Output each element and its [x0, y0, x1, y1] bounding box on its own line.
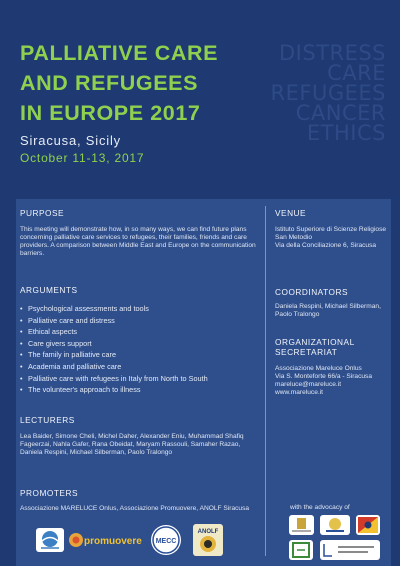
purpose-heading: PURPOSE	[20, 208, 65, 218]
promoters-text: Associazione MARELUCE Onlus, Associazione Promuovere, ANOLF Siracusa	[20, 505, 250, 512]
institution-icon	[320, 540, 380, 560]
word-cancer: CANCER	[295, 101, 386, 125]
list-item: • Academia and palliative care	[20, 361, 265, 373]
lecturers-text: Lea Baider, Simone Cheli, Michel Daher, Alexander Eniu, Muhammad Shafiq Fageerzai, Nahla Gafer, Rana Obeidat, Maryam Rassouli, Samaher Razao, Daniela Respini, Michael Silberman, Paolo Tralongo	[20, 433, 244, 456]
arguments-heading: ARGUMENTS	[20, 285, 78, 295]
list-item: • The family in palliative care	[20, 349, 265, 361]
list-item: • The volunteer's approach to illness	[20, 384, 265, 396]
word-ethics: ETHICS	[306, 121, 386, 145]
secretariat-email: mareluce@mareluce.it	[275, 381, 342, 388]
mecc-icon	[151, 525, 181, 555]
secretariat-line-1: Associazione Mareluce Onlus	[275, 365, 362, 372]
advocacy-logo-4	[289, 540, 313, 560]
secretariat-heading-line-2: SECRETARIAT	[275, 347, 338, 357]
anolf-logo-text: ANOLF	[197, 529, 219, 535]
list-item: • Ethical aspects	[20, 326, 265, 338]
word-care: CARE	[327, 61, 386, 85]
event-location: Siracusa, Sicily	[20, 133, 121, 148]
anolf-logo	[193, 524, 223, 556]
trinacria-icon	[356, 515, 380, 535]
promuovere-logo	[67, 528, 142, 554]
secretariat-text	[275, 365, 393, 397]
arguments-list	[20, 303, 265, 396]
list-item: • Palliative care and distress	[20, 315, 265, 327]
coordinators-text: Daniela Respini, Michael Silberman, Paolo Tralongo	[275, 303, 381, 318]
title-line-3: IN EUROPE 2017	[20, 101, 201, 125]
secretariat-heading-line-1: ORGANIZATIONAL	[275, 337, 355, 347]
promuovere-icon	[67, 528, 142, 554]
word-cloud	[256, 43, 386, 143]
event-date: October 11-13, 2017	[20, 151, 145, 165]
title-block	[20, 38, 290, 128]
mecc-logo	[151, 525, 181, 555]
promoters-heading: PROMOTERS	[20, 488, 78, 498]
promuovere-logo-text: promuovere	[84, 536, 142, 547]
list-item: • Care givers support	[20, 338, 265, 350]
mareluce-logo	[36, 528, 64, 552]
anolf-icon	[193, 524, 223, 556]
crest-icon	[289, 515, 314, 535]
venue-line-2: San Metodio	[275, 234, 313, 241]
list-item: • Psychological assessments and tools	[20, 303, 265, 315]
secretariat-website: www.mareluce.it	[275, 389, 324, 396]
advocacy-logo-1	[289, 515, 314, 535]
title-line-1: PALLIATIVE CARE	[20, 41, 219, 65]
word-refugees: REFUGEES	[270, 81, 386, 105]
title-line-2: AND REFUGEES	[20, 71, 199, 95]
advocacy-logo-2	[320, 515, 350, 535]
venue-text	[275, 226, 390, 250]
word-distress: DISTRESS	[278, 41, 386, 65]
venue-line-3: Via della Conciliazione 6, Siracusa	[275, 242, 377, 249]
mareluce-icon	[36, 528, 64, 552]
column-divider	[265, 206, 266, 556]
advocacy-label: with the advocacy of	[290, 504, 350, 511]
secretariat-heading	[275, 337, 355, 357]
secretariat-line-2: Via S. Monteforte 66/a - Siracusa	[275, 373, 373, 380]
purpose-text: This meeting will demonstrate how, in so many ways, we can find future plans concerning palliative care services to refugees, their families, friends and care providers. A comparison between Middle East and Europe on the communication barriers.	[20, 226, 256, 257]
advocacy-logo-5	[320, 540, 380, 560]
emblem-icon	[320, 515, 350, 535]
list-item: • Palliative care with refugees in Italy from North to South	[20, 373, 265, 385]
advocacy-logo-3	[356, 515, 380, 535]
venue-heading: VENUE	[275, 208, 307, 218]
lecturers-heading: LECTURERS	[20, 415, 75, 425]
venue-line-1: Istituto Superiore di Scienze Religiose	[275, 226, 387, 233]
green-seal-icon	[289, 540, 313, 560]
coordinators-heading: COORDINATORS	[275, 287, 348, 297]
mecc-logo-text: MECC	[155, 538, 177, 545]
